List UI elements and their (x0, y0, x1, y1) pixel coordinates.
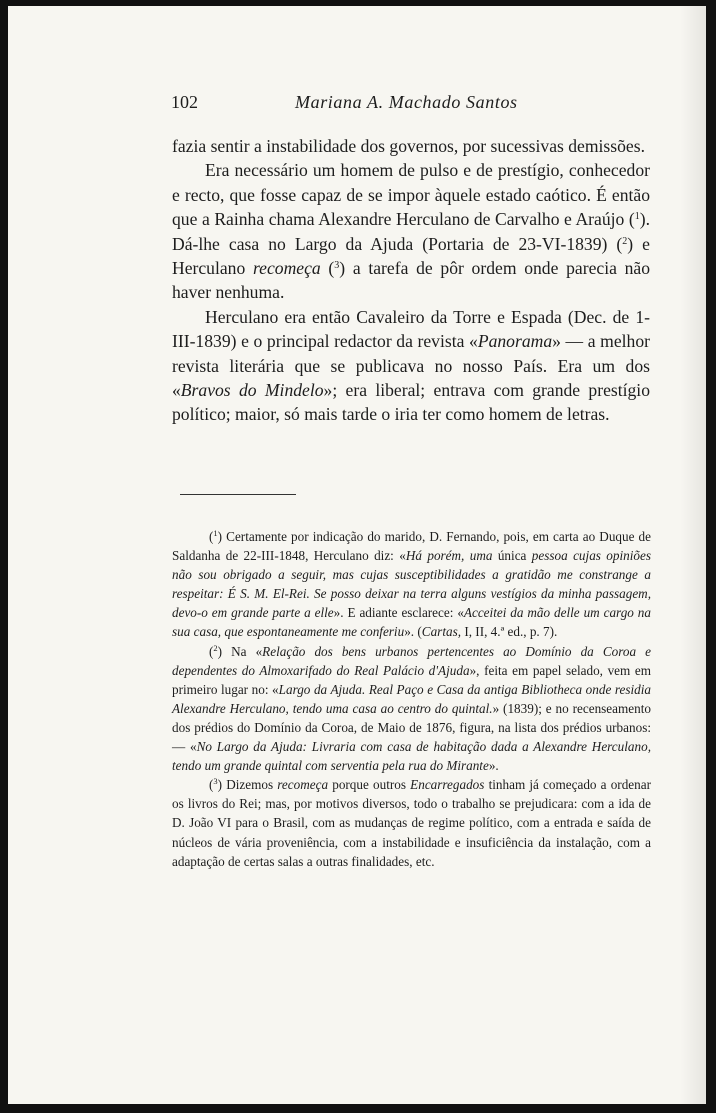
page-number: 102 (171, 92, 198, 112)
footnote-ref-1: 1 (634, 211, 640, 223)
footnote-mark-3: 3 (213, 776, 218, 787)
footnote-3: ($^3$) Dizemos recomeça porque outros Encarregados tinham já começado a ordenar os livros do Rei; mas, por motivos diversos, todo o trabalho se prejudicara: com a ida de D. João VI para o Brasil, com as mudanças de regime político, com a entrada e saída de núcleos de vária proveniência, com a instabilidade e insuficiência da instalação, com a adaptação de certas salas a outras finalidades, etc. (172, 776, 651, 869)
footnote-separator (180, 494, 296, 495)
footnote-2: ($^2$) Na «Relação dos bens urbanos pertencentes ao Domínio da Coroa e dependentes do Almoxarifado do Real Palácio d'Ajuda», feita em papel selado, vem em primeiro lugar no: «Largo da Ajuda. Real Paço e Casa da antiga Bibliotheca onde residia Alexandre Herculano, tendo uma casa ao centro do quintal.» (1839); e no recenseamento dos prédios do Domínio da Coroa, de Maio de 1876, figura, na lista dos prédios urbanos: — «No Largo da Ajuda: Livraria com casa de habitação dada a Alexandre Herculano, tendo um grande quintal com serventia pela rua do Mirante». (172, 642, 651, 774)
footnote-mark-1: 1 (213, 528, 218, 538)
page-header (171, 92, 651, 116)
footnote-mark-2: 2 (213, 642, 218, 653)
footnote-ref-2: 2 (622, 235, 628, 247)
page-edge-shadow (680, 6, 706, 1104)
footnote-1: ($^1$) Certamente por indicação do marido, D. Fernando, pois, em carta ao Duque de Saldanha de 22-III-1848, Herculano diz: «Há porém, uma única pessoa cujas opiniões não sou obrigado a seguir, mas cujas susceptibilidades a gratidão me constrange a respeitar: É S. M. El-Rei. Se posso deixar na terra alguns vestígios da minha passagem, devo-o em grande parte a elle». E adiante esclarece: «Acceitei da mão delle um cargo na sua casa, que espontaneamente me conferiu». (Cartas, I, II, 4.ª ed., p. 7). (172, 528, 651, 640)
footnote-ref-3: 3 (334, 260, 340, 272)
paragraph-1: fazia sentir a instabilidade dos governos, por sucessivas demissões. (172, 136, 645, 156)
main-text (172, 134, 650, 427)
running-head: Mariana A. Machado Santos (295, 92, 518, 112)
paragraph-3: Herculano era então Cavaleiro da Torre e Espada (Dec. de 1-III-1839) e o principal redactor da revista «Panorama» — a melhor revista literária que se publicava no nosso País. Era um dos «Bravos do Mindelo»; era liberal; entrava com grande prestígio político; maior, só mais tarde o iria ter como homem de letras. (172, 306, 650, 425)
footnotes (172, 527, 651, 871)
book-page (8, 6, 706, 1104)
paragraph-2: Era necessário um homem de pulso e de prestígio, conhecedor e recto, que fosse capaz de se impor àquele estado caótico. É então que a Rainha chama Alexandre Herculano de Carvalho e Araújo ($^1$). Dá-lhe casa no Largo da Ajuda (Portaria de 23-VI-1839) ($^2$) e Herculano recomeça ($^3$) a tarefa de pôr ordem onde parecia não haver nenhuma. (172, 160, 650, 303)
